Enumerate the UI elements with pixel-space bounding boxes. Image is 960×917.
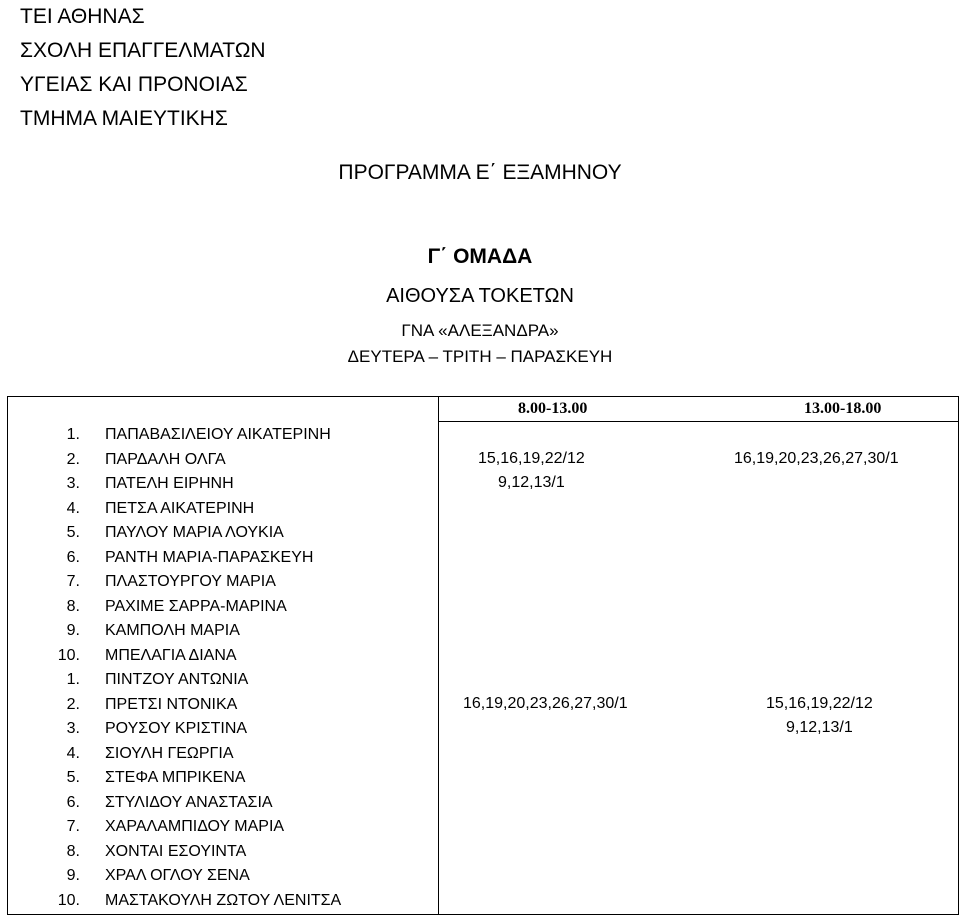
student-row [46,717,341,742]
student-name: ΣΤΥΛΙΔΟΥ ΑΝΑΣΤΑΣΙΑ [105,793,273,811]
student-number: 7. [66,818,80,835]
student-number: 6. [66,548,80,566]
student-name: ΣΙΟΥΛΗ ΓΕΩΡΓΙΑ [105,744,234,762]
student-row [46,619,341,644]
header-line-2: ΣΧΟΛΗ ΕΠΑΓΓΕΛΜΑΤΩΝ [20,39,266,62]
student-name: ΜΑΣΤΑΚΟΥΛΗ ΖΩΤΟΥ ΛΕΝΙΤΣΑ [105,891,342,909]
group-b-morning-dates [463,692,628,716]
student-number: 3. [66,475,80,492]
student-row [46,497,341,522]
student-name: ΠΑΤΕΛΗ ΕΙΡΗΝΗ [105,475,234,492]
student-number: 4. [66,744,80,762]
column-divider [438,397,439,914]
student-name: ΡΟΥΣΟΥ ΚΡΙΣΤΙΝΑ [105,720,248,737]
days-title: ΔΕΥΤΕΡΑ – ΤΡΙΤΗ – ΠΑΡΑΣΚΕΥΗ [347,347,613,366]
student-row [46,644,341,669]
group-a-morning-dates [478,447,585,495]
student-name: ΜΠΕΛΑΓΙΑ ΔΙΑΝΑ [105,646,237,664]
student-number: 10. [57,646,80,664]
student-name: ΧΟΝΤΑΙ ΕΣΟΥΙΝΤΑ [105,842,247,860]
student-number: 5. [66,769,80,786]
student-name: ΠΛΑΣΤΟΥΡΓΟΥ ΜΑΡΙΑ [105,573,276,590]
student-row [46,448,341,473]
student-number: 6. [66,793,80,811]
hospital-title: ΓΝΑ «ΑΛΕΞΑΝΔΡΑ» [401,321,559,340]
student-name: ΡΑΝΤΗ ΜΑΡΙΑ-ΠΑΡΑΣΚΕΥΗ [105,548,314,566]
date-line: 16,19,20,23,26,27,30/1 [734,450,899,467]
student-number: 9. [66,622,80,639]
institution-header [20,0,266,136]
student-number: 10. [57,891,80,909]
student-row [46,423,341,448]
hall-title: ΑΙΘΟΥΣΑ ΤΟΚΕΤΩΝ [386,285,574,307]
student-row [46,693,341,718]
student-row [46,840,341,865]
student-number: 8. [66,842,80,860]
student-number: 2. [66,450,80,468]
schedule-table [7,396,959,915]
student-row [46,766,341,791]
student-name: ΡΑΧΙΜΕ ΣΑΡΡΑ-ΜΑΡΙΝΑ [105,597,287,615]
student-row [46,815,341,840]
student-name: ΠΕΤΣΑ ΑΙΚΑΤΕΡΙΝΗ [105,499,255,517]
student-number: 7. [66,573,80,590]
student-list [46,423,341,913]
date-line: 9,12,13/1 [498,474,565,491]
student-row [46,521,341,546]
student-number: 9. [66,867,80,884]
student-name: ΧΑΡΑΛΑΜΠΙΔΟΥ ΜΑΡΙΑ [105,818,285,835]
student-name: ΣΤΕΦΑ ΜΠΡΙΚΕΝΑ [105,769,246,786]
student-row [46,595,341,620]
column-header-afternoon: 13.00-18.00 [804,400,882,417]
student-number: 1. [66,671,80,688]
student-name: ΠΑΥΛΟΥ ΜΑΡΙΑ ΛΟΥΚΙΑ [105,524,284,541]
date-line: 9,12,13/1 [786,719,853,736]
student-name: ΚΑΜΠΟΛΗ ΜΑΡΙΑ [105,622,240,639]
date-line: 15,16,19,22/12 [766,695,873,712]
student-row [46,570,341,595]
header-divider [438,421,958,422]
header-line-3: ΥΓΕΙΑΣ ΚΑΙ ΠΡΟΝΟΙΑΣ [20,73,248,96]
group-title: Γ΄ ΟΜΑΔΑ [427,245,533,268]
student-row [46,742,341,767]
student-name: ΠΑΡΔΑΛΗ ΟΛΓΑ [105,450,226,468]
header-line-1: ΤΕΙ ΑΘΗΝΑΣ [20,5,145,28]
program-title: ΠΡΟΓΡΑΜΜΑ Ε΄ ΕΞΑΜΗΝΟΥ [338,161,622,184]
student-row [46,668,341,693]
student-row [46,546,341,571]
student-number: 1. [66,426,80,443]
student-name: ΧΡΑΛ ΟΓΛΟΥ ΣΕΝΑ [105,867,250,884]
date-line: 15,16,19,22/12 [478,450,585,467]
student-row [46,791,341,816]
student-name: ΠΑΠΑΒΑΣΙΛΕΙΟΥ ΑΙΚΑΤΕΡΙΝΗ [105,426,331,443]
date-line: 16,19,20,23,26,27,30/1 [463,695,628,712]
student-number: 4. [66,499,80,517]
student-name: ΠΡΕΤΣΙ ΝΤΟΝΙΚΑ [105,695,238,713]
student-row [46,472,341,497]
student-number: 2. [66,695,80,713]
student-row [46,889,341,914]
group-a-afternoon-dates [734,447,899,471]
header-line-4: ΤΜΗΜΑ ΜΑΙΕΥΤΙΚΗΣ [20,107,228,130]
student-number: 5. [66,524,80,541]
student-row [46,864,341,889]
student-name: ΠΙΝΤΖΟΥ ΑΝΤΩΝΙΑ [105,671,249,688]
column-header-morning: 8.00-13.00 [518,400,588,417]
group-b-afternoon-dates [766,692,873,740]
student-number: 3. [66,720,80,737]
student-number: 8. [66,597,80,615]
